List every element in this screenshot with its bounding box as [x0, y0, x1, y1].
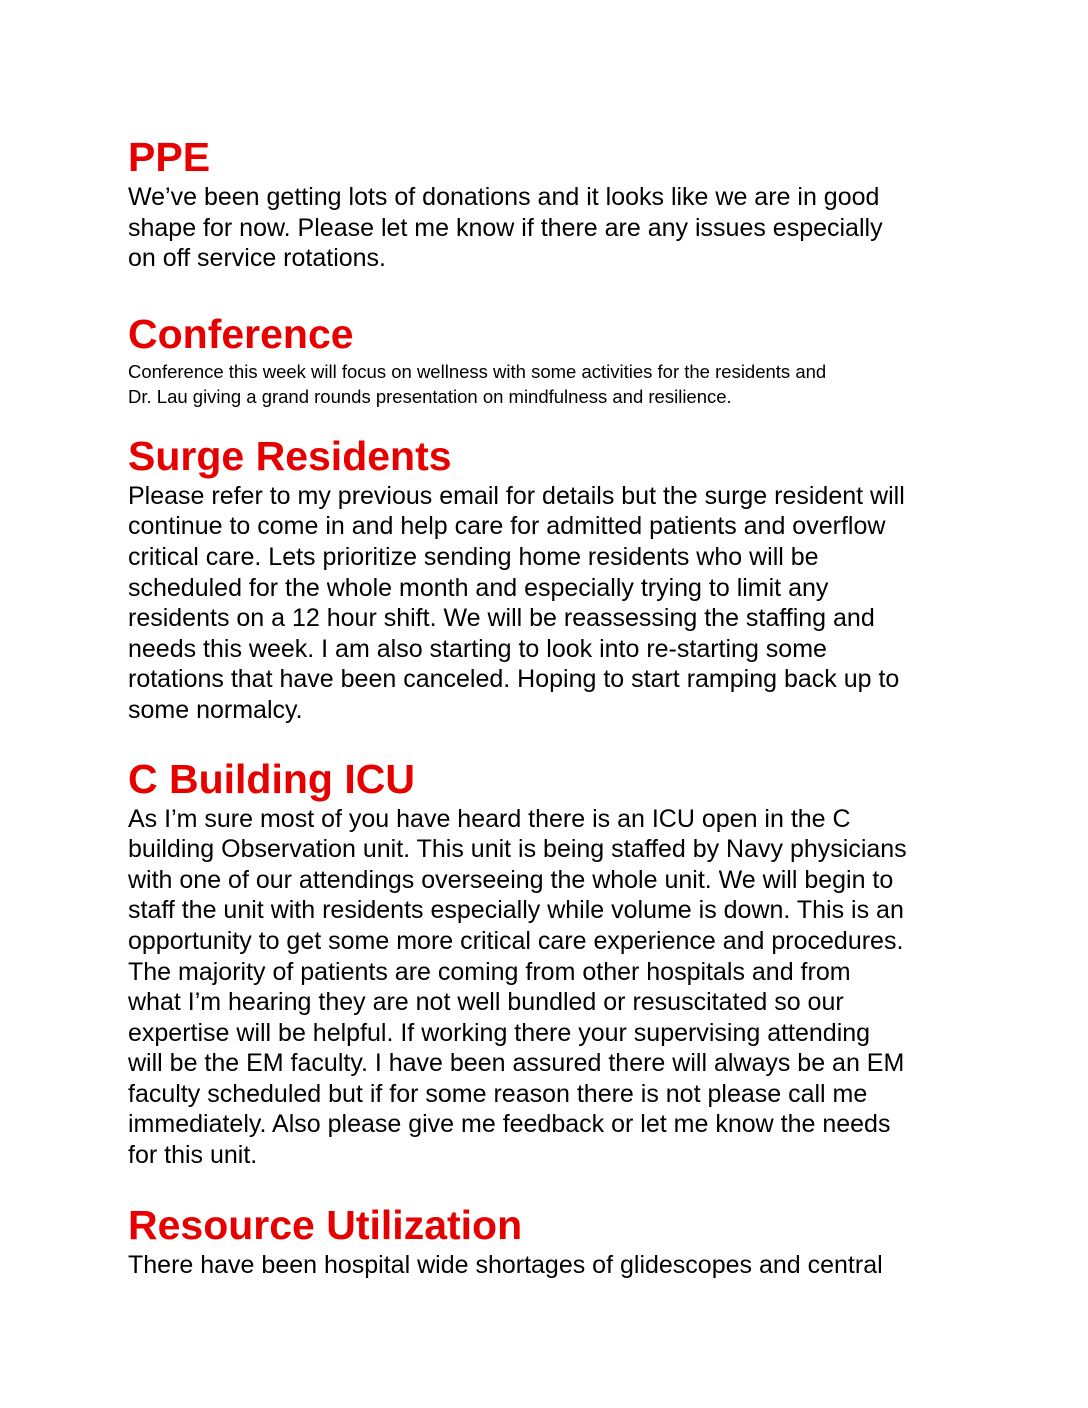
- document-page: [128, 128, 988, 1280]
- section-heading: Resource Utilization: [128, 1201, 523, 1248]
- section-ppe: [128, 132, 988, 274]
- section-body: As I’m sure most of you have heard there is an ICU open in the C building Observation unit. This unit is being staffed by Navy physicians with one of our attendings overseeing the whole unit. We will begin to staff the unit with residents especially while volume is down. This is an opportunity to get some more critical care experience and procedures. The majority of patients are coming from other hospitals and from what I’m hearing they are not well bundled or resuscitated so our expertise will be helpful. If working there your supervising attending will be the EM faculty. I have been assured there will always be an EM faculty scheduled but if for some reason there is not please call me immediately. Also please give me feedback or let me know the needs for this unit.: [128, 804, 907, 1170]
- section-conference: [128, 309, 988, 410]
- section-c-building-icu: [128, 754, 988, 1171]
- section-heading: C Building ICU: [128, 755, 415, 802]
- section-body: We’ve been getting lots of donations and it looks like we are in good shape for now. Please let me know if there are any issues especially on off service rotations.: [128, 183, 883, 273]
- section-resource-utilization: [128, 1200, 988, 1281]
- section-surge-residents: [128, 431, 988, 726]
- section-heading: Surge Residents: [128, 432, 452, 479]
- section-body: Conference this week will focus on wellness with some activities for the residents and Dr. Lau giving a grand rounds presentation on mindfulness and resilience.: [128, 360, 827, 408]
- section-body: There have been hospital wide shortages of glidescopes and central: [128, 1250, 883, 1279]
- section-body: Please refer to my previous email for details but the surge resident will continue to come in and help care for admitted patients and overflow critical care. Lets prioritize sending home residents who will be scheduled for the whole month and especially trying to limit any residents on a 12 hour shift. We will be reassessing the staffing and needs this week. I am also starting to look into re-starting some rotations that have been canceled. Hoping to start ramping back up to some normalcy.: [128, 481, 905, 724]
- section-heading: Conference: [128, 310, 354, 357]
- section-heading: PPE: [128, 134, 211, 180]
